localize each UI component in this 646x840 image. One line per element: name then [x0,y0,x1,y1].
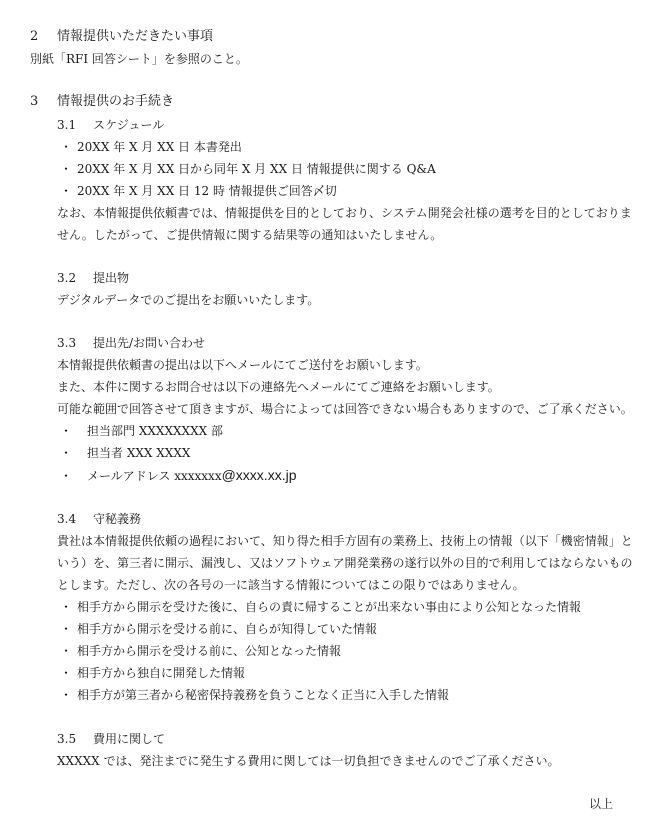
schedule-note-line-2: せん。したがって、ご提供情報に関する結果等の通知はいたしません。 [57,228,443,242]
bullet-mark: ・ [60,600,73,614]
exception-item [60,640,341,662]
subsection-number: 3.1 [57,118,77,132]
subsection-title: 提出先/お問い合わせ [93,336,206,350]
exception-item [60,596,581,618]
contact-email [60,464,296,487]
subsection-number: 3.5 [57,732,77,746]
exception-text: 相手方から独自に開発した情報 [77,666,246,680]
section-2-body: 別紙「RFI 回答シート」を参照のこと。 [30,52,248,66]
email-domain: @xxxx.xx.jp [221,467,297,483]
deliverable-body: デジタルデータでのご提出をお願いいたします。 [57,293,320,307]
exception-item [60,662,245,684]
schedule-item-text: 20XX 年 X 月 XX 日から同年 X 月 XX 日 情報提供に関する Q&A [77,162,436,176]
confidentiality-line-3: とします。ただし、次の各号の一に該当する情報についてはこの限りではありません。 [57,578,525,592]
contact-line-1: 本情報提供依頼書の提出は以下へメールにてご送付をお願いします。 [57,358,428,372]
subsection-title: スケジュール [93,118,165,132]
bullet-mark: ・ [60,622,73,636]
section-title: 情報提供いただきたい事項 [57,29,214,44]
section-title: 情報提供のお手続き [57,94,175,109]
bullet-mark: ・ [60,644,73,658]
bullet-mark: ・ [60,469,73,483]
contact-line-3: 可能な範囲で回答させて頂きますが、場合によっては回答できない場合もありますので、ご了承ください。 [57,402,633,416]
section-number: 3 [30,94,39,109]
confidentiality-line-2: いう）を、第三者に開示、漏洩し、又はソフトウェア開発業務の遂行以外の目的で利用してはならないもの [57,556,633,570]
bullet-mark: ・ [60,446,73,460]
subsection-title: 提出物 [93,271,130,285]
subsection-number: 3.3 [57,336,77,350]
schedule-item [60,136,242,158]
exception-item [60,684,449,706]
exception-text: 相手方から開示を受けた後に、自らの責に帰することが出来ない事由により公知となった情報 [77,600,582,614]
subsection-title: 費用に関して [93,732,166,746]
section-number: 2 [30,29,39,44]
bullet-mark: ・ [60,140,73,154]
subsection-3-3-heading [57,332,205,354]
bullet-mark: ・ [60,688,73,702]
contact-person [60,442,190,464]
schedule-item [60,180,337,202]
exception-text: 相手方から開示を受ける前に、公知となった情報 [77,644,342,658]
subsection-3-2-heading [57,267,129,289]
subsection-number: 3.2 [57,271,77,285]
exception-text: 相手方が第三者から秘密保持義務を負うことなく正当に入手した情報 [77,688,450,702]
contact-line-2: また、本件に関するお問合せは以下の連絡先へメールにてご連絡をお願いします。 [57,380,500,394]
end-mark: 以上 [589,797,614,811]
contact-department [60,420,223,442]
section-2-heading [30,26,213,48]
email-label: メールアドレス xxxxxxx [87,469,222,483]
exception-item [60,618,377,640]
schedule-item-text: 20XX 年 X 月 XX 日 12 時 情報提供ご回答〆切 [77,184,337,198]
schedule-item-text: 20XX 年 X 月 XX 日 本書発出 [77,140,242,154]
cost-body: XXXXX では、発注までに発生する費用に関しては一切負担できませんのでご了承ください。 [57,754,560,768]
schedule-item [60,158,436,180]
subsection-3-5-heading [57,728,165,750]
exception-text: 相手方から開示を受ける前に、自らが知得していた情報 [77,622,378,636]
subsection-number: 3.4 [57,512,77,526]
bullet-mark: ・ [60,666,73,680]
confidentiality-line-1: 貴社は本情報提供依頼の過程において、知り得た相手方固有の業務上、技術上の情報（以下「機密情報」と [57,534,633,548]
bullet-mark: ・ [60,424,73,438]
department-text: 担当部門 XXXXXXXX 部 [87,424,223,438]
subsection-3-4-heading [57,508,141,530]
section-3-heading [30,91,174,113]
subsection-title: 守秘義務 [93,512,142,526]
schedule-note-line-1: なお、本情報提供依頼書では、情報提供を目的としており、システム開発会社様の選考を目的としておりま [57,206,632,220]
bullet-mark: ・ [60,162,73,176]
subsection-3-1-heading [57,114,164,136]
person-text: 担当者 XXX XXXX [87,446,191,460]
bullet-mark: ・ [60,184,73,198]
